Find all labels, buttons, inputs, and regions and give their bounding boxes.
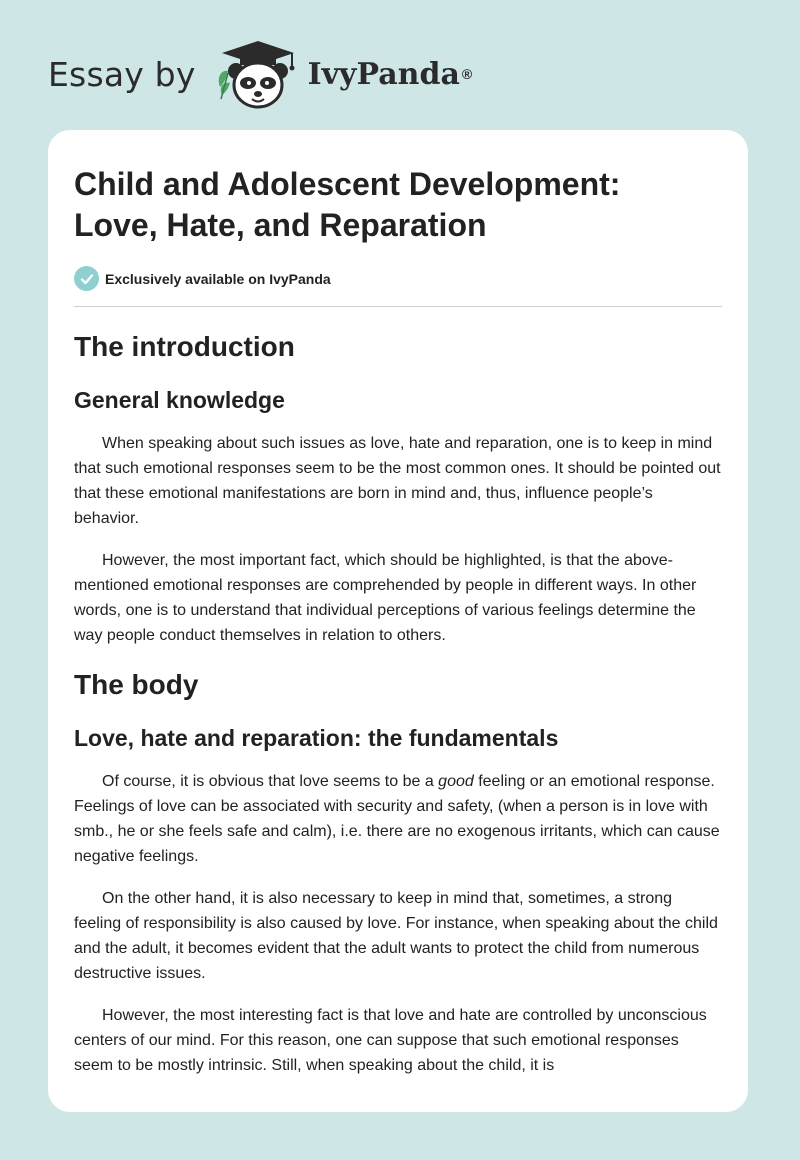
paragraph: However, the most important fact, which should be highlighted, is that the above-mentioned emotional responses are comprehended by people in different ways. In other words, one is to understand that individual perceptions of various feelings determine the way people conduct themselves in relation to others. (74, 552, 697, 644)
registered-mark: ® (461, 66, 473, 82)
exclusive-badge (74, 266, 722, 291)
section-heading-introduction: The introduction (74, 331, 295, 362)
subheading-general-knowledge: General knowledge (74, 387, 285, 413)
divider (74, 306, 722, 307)
panda-graduate-icon (214, 37, 302, 111)
exclusive-badge-text: Exclusively available on IvyPanda (105, 270, 331, 287)
title-line-1: Child and Adolescent Development: (74, 166, 621, 202)
essay-by-label: Essay by (48, 54, 196, 94)
emphasis-text: good (438, 773, 474, 790)
title-line-2: Love, Hate, and Reparation (74, 207, 487, 243)
paragraph: However, the most interesting fact is that love and hate are controlled by unconscious centers of our mind. For this reason, one can suppose that such emotional responses seem to be mostly intrinsic. Still, when speaking about the child, it is (74, 1007, 707, 1074)
paragraph-text: feeling or an emotional response. Feelings of love can be associated with security and safety, (when a person is in love with smb., he or she feels safe and calm), i.e. there are no exogenous irritants, which can cause negative feelings. (74, 773, 720, 865)
brand-header (48, 34, 472, 114)
check-icon (74, 266, 99, 291)
essay-title (74, 164, 722, 246)
brand-name: IvyPanda (307, 56, 460, 92)
paragraph: On the other hand, it is also necessary to keep in mind that, sometimes, a strong feeling of responsibility is also caused by love. For instance, when speaking about the child and the adult, it becomes evident that the adult wants to protect the child from numerous destructive issues. (74, 890, 718, 982)
subheading-fundamentals: Love, hate and reparation: the fundamentals (74, 725, 559, 751)
section-heading-body: The body (74, 669, 199, 700)
paragraph: When speaking about such issues as love, hate and reparation, one is to keep in mind that such emotional responses seem to be the most common ones. It should be pointed out that these emotional manifestations are born in mind and, thus, influence people’s behavior. (74, 435, 721, 527)
paragraph (74, 769, 722, 869)
essay-card (48, 130, 748, 1112)
paragraph-text: Of course, it is obvious that love seems to be a (102, 773, 439, 790)
